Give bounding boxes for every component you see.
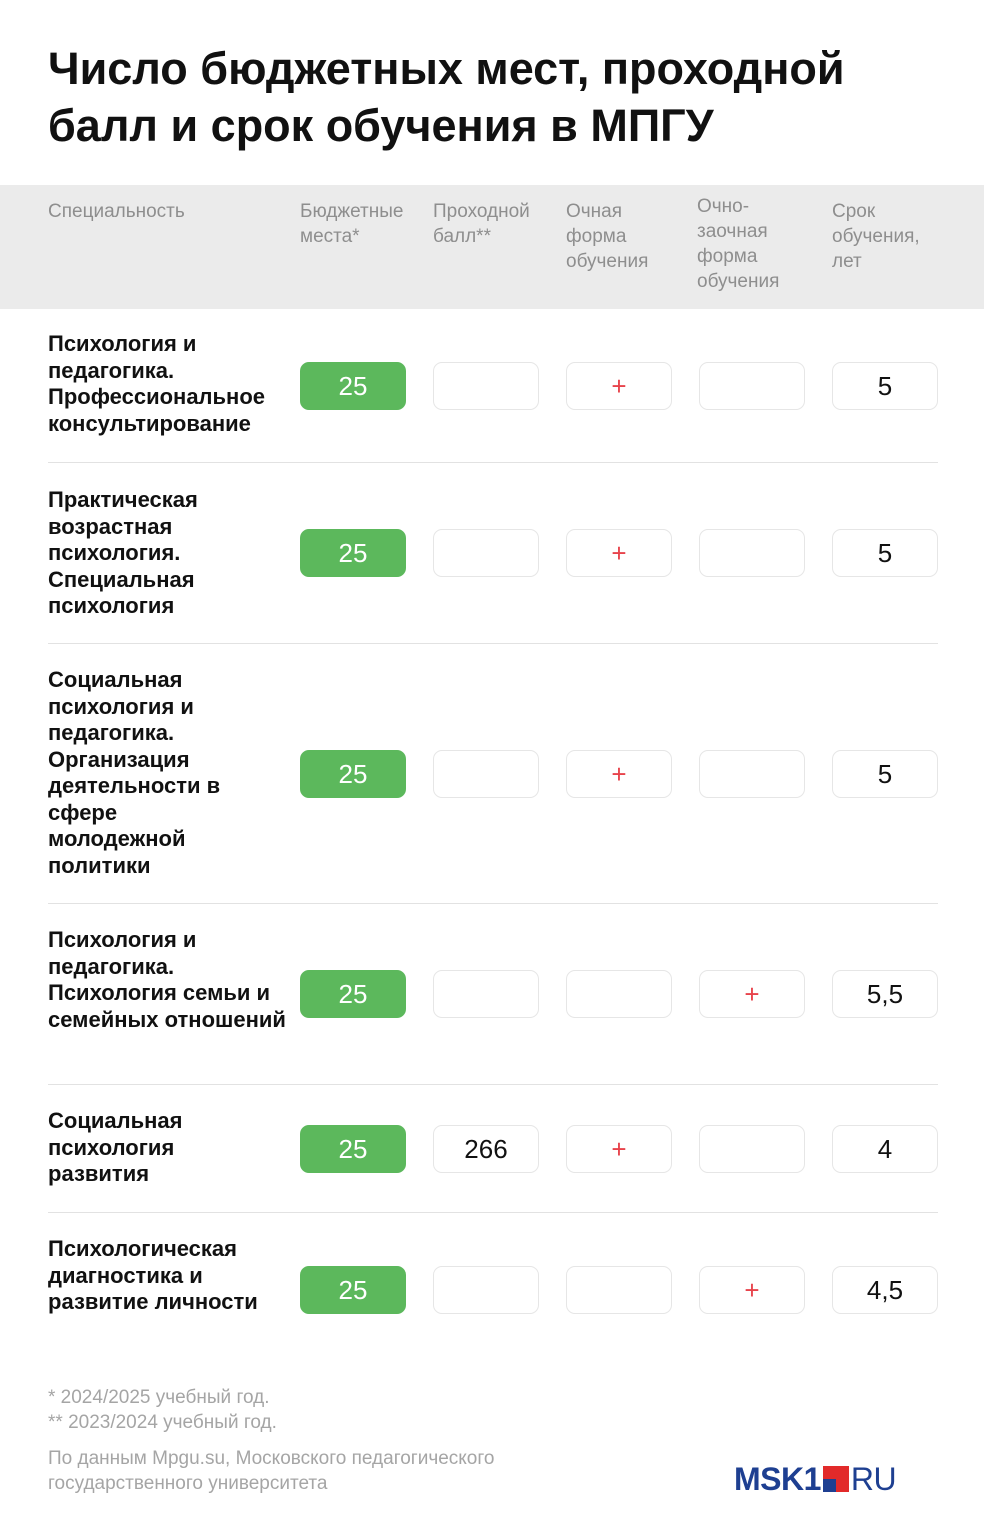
passing-score-cell: 266 xyxy=(433,1125,539,1173)
row-specialty: Практическая возрастная психология. Специальная психология xyxy=(48,487,198,618)
part-time-cell xyxy=(699,1125,805,1173)
duration-cell: 5 xyxy=(832,750,938,798)
logo-mark-icon xyxy=(823,1466,849,1492)
passing-score-cell xyxy=(433,750,539,798)
row-specialty: Психология и педагогика. Профессиональное консультирование xyxy=(48,331,266,436)
plus-mark: + xyxy=(744,978,760,1009)
row-specialty: Социальная психология развития xyxy=(48,1108,183,1186)
msk1-logo xyxy=(734,1462,940,1496)
plus-mark: + xyxy=(611,1133,627,1164)
budget-places-cell: 25 xyxy=(300,529,406,577)
full-time-cell xyxy=(566,750,672,798)
footnote-1: * 2024/2025 учебный год. xyxy=(48,1387,270,1408)
header-duration: Срок обучения, лет xyxy=(832,201,920,272)
part-time-cell xyxy=(699,362,805,410)
header-passing-score: Проходной балл** xyxy=(433,201,530,247)
duration-cell: 5,5 xyxy=(832,970,938,1018)
row-divider xyxy=(48,643,938,644)
page-title: Число бюджетных мест, проходной балл и срок обучения в МПГУ xyxy=(48,43,845,151)
row-specialty: Психология и педагогика. Психология семьи и семейных отношений xyxy=(48,927,286,1032)
passing-score-cell xyxy=(433,1266,539,1314)
row-divider xyxy=(48,1212,938,1213)
row-divider xyxy=(48,903,938,904)
row-divider xyxy=(48,1084,938,1085)
passing-score-cell xyxy=(433,362,539,410)
part-time-cell xyxy=(699,529,805,577)
table-header xyxy=(0,185,984,309)
budget-places-cell: 25 xyxy=(300,1125,406,1173)
budget-places-cell: 25 xyxy=(300,362,406,410)
row-specialty: Социальная психология и педагогика. Организация деятельности в сфере молодежной политики xyxy=(48,667,221,878)
budget-places-cell: 25 xyxy=(300,970,406,1018)
logo-text-suffix: RU xyxy=(850,1460,897,1497)
part-time-cell xyxy=(699,750,805,798)
row-divider xyxy=(48,462,938,463)
duration-cell: 5 xyxy=(832,529,938,577)
source-note: По данным Mpgu.su, Московского педагогического государственного университета xyxy=(48,1448,495,1494)
header-full-time: Очная форма обучения xyxy=(566,201,649,272)
passing-score-cell xyxy=(433,529,539,577)
part-time-cell xyxy=(699,1266,805,1314)
plus-mark: + xyxy=(611,537,627,568)
full-time-cell xyxy=(566,1266,672,1314)
duration-cell: 4 xyxy=(832,1125,938,1173)
budget-places-cell: 25 xyxy=(300,1266,406,1314)
plus-mark: + xyxy=(744,1274,760,1305)
plus-mark: + xyxy=(611,370,627,401)
part-time-cell xyxy=(699,970,805,1018)
full-time-cell xyxy=(566,529,672,577)
footnote-2: ** 2023/2024 учебный год. xyxy=(48,1412,277,1433)
budget-places-cell: 25 xyxy=(300,750,406,798)
logo-text-main: MSK1 xyxy=(734,1460,821,1497)
header-specialty: Специальность xyxy=(48,201,185,222)
full-time-cell xyxy=(566,362,672,410)
header-part-time: Очно-заочная форма обучения xyxy=(697,196,780,292)
header-budget-places: Бюджетные места* xyxy=(300,201,404,247)
row-specialty: Психологическая диагностика и развитие личности xyxy=(48,1236,258,1314)
passing-score-cell xyxy=(433,970,539,1018)
duration-cell: 4,5 xyxy=(832,1266,938,1314)
full-time-cell xyxy=(566,970,672,1018)
duration-cell: 5 xyxy=(832,362,938,410)
plus-mark: + xyxy=(611,758,627,789)
full-time-cell xyxy=(566,1125,672,1173)
